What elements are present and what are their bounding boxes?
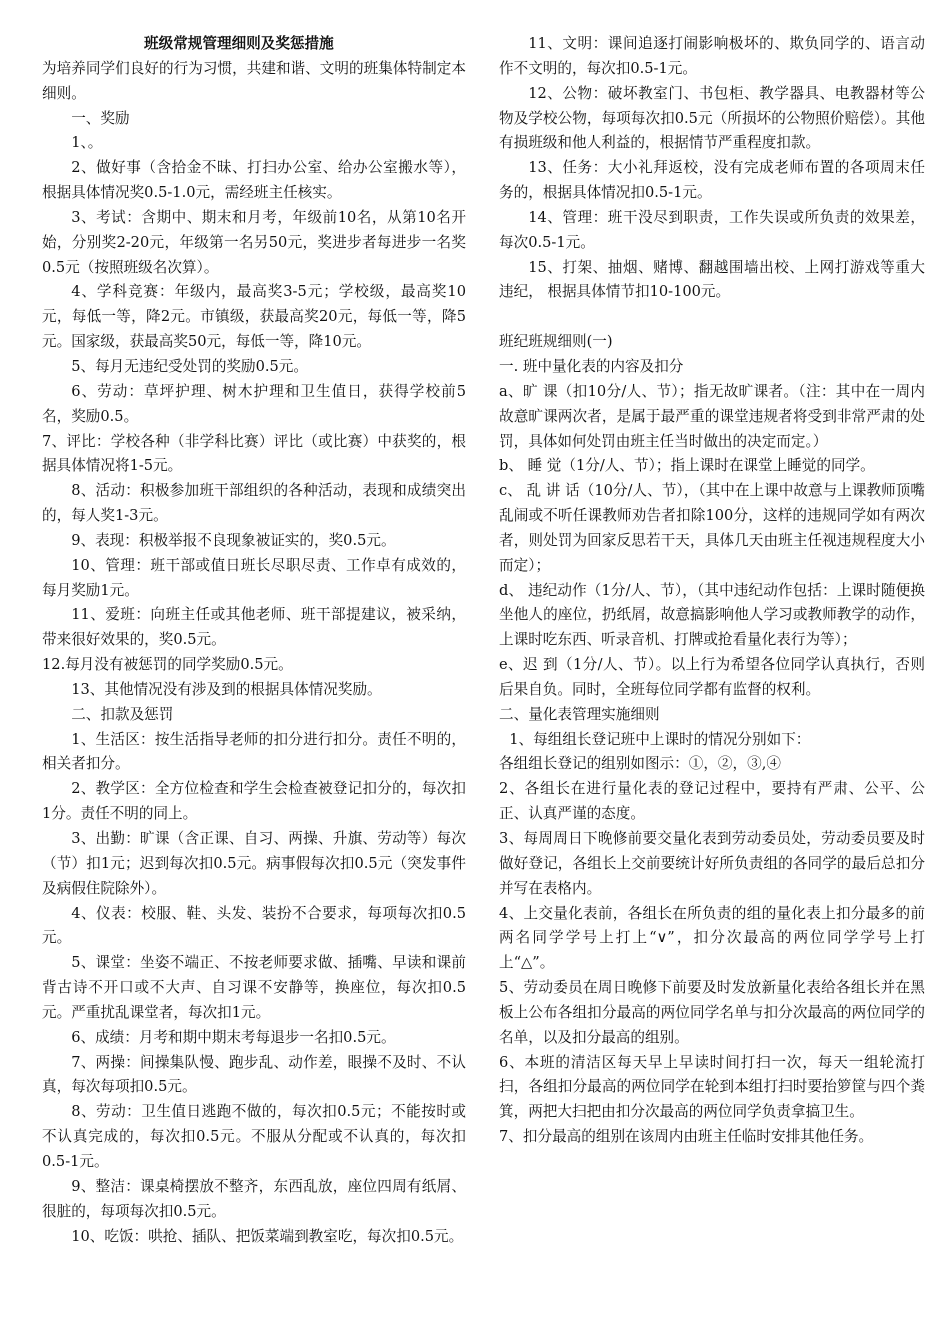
paragraph: b、 睡 觉（1分/人、节）；指上课时在课堂上睡觉的同学。 bbox=[499, 457, 875, 475]
paragraph: 二、量化表管理实施细则 bbox=[499, 705, 660, 723]
paragraph: 9、整洁：课桌椅摆放不整齐，东西乱放，座位四周有纸屑、很脏的，每项每次扣0.5元。 bbox=[42, 1177, 466, 1220]
paragraph: 3、每周周日下晚修前要交量化表到劳动委员处，劳动委员要及时做好登记，各组长上交前要统计好所负责组的各同学的最后总扣分并写在表格内。 bbox=[499, 830, 925, 897]
right-paragraphs bbox=[499, 32, 925, 1150]
paragraph: 4、学科竞赛：年级内，最高奖3-5元；学校级，最高奖10元，每低一等，降2元。市镇级，获最高奖20元，每低一等，降5元。国家级，获最高奖50元，每低一等，降10元。 bbox=[42, 283, 466, 351]
paragraph: 8、活动：积极参加班干部组织的各种活动，表现和成绩突出的，每人奖1-3元。 bbox=[42, 482, 466, 525]
paragraph: 2、各组长在进行量化表的登记过程中，要持有严肃、公平、公正、认真严谨的态度。 bbox=[499, 780, 925, 823]
paragraph: 13、其他情况没有涉及到的根据具体情况奖励。 bbox=[71, 680, 382, 698]
paragraph: d、 违纪动作（1分/人、节），（其中违纪动作包括：上课时随便换坐他人的座位，扔纸屑，故意搞影响他人学习或教师教学的动作，上课时吃东西、听录音机、打牌或抢看量化表行为等）； bbox=[499, 581, 925, 649]
paragraph: 10、吃饭：哄抢、插队、把饭菜端到教室吃，每次扣0.5元。 bbox=[71, 1227, 464, 1245]
paragraph: 11、文明：课间追逐打闹影响极坏的、欺负同学的、语言动作不文明的，每次扣0.5-1元。 bbox=[499, 35, 925, 77]
paragraph: 7、扣分最高的组别在该周内由班主任临时安排其他任务。 bbox=[499, 1128, 874, 1146]
paragraph: 二、扣款及惩罚 bbox=[71, 705, 174, 723]
paragraph: 4、上交量化表前，各组长在所负责的组的量化表上扣分最多的前两名同学学号上打上“∨”，扣分次最高的两位同学学号上打上“△”。 bbox=[499, 904, 925, 972]
paragraph: 6、劳动：草坪护理、树木护理和卫生值日，获得学校前5名，奖励0.5。 bbox=[42, 382, 466, 425]
paragraph: a、旷 课（扣10分/人、节）；指无故旷课者。（注：其中在一周内故意旷课两次者，是属于最严重的课堂违规者将受到非常严肃的处罚，具体如何处罚由班主任当时做出的决定而定。） bbox=[499, 382, 925, 450]
blank-line bbox=[499, 305, 925, 330]
paragraph: 7、评比：学校各种（非学科比赛）评比（或比赛）中获奖的，根据具体情况将1-5元。 bbox=[42, 432, 466, 475]
paragraph: 为培养同学们良好的行为习惯，共建和谐、文明的班集体特制定本细则。 bbox=[42, 59, 466, 102]
left-paragraphs bbox=[42, 57, 466, 1250]
paragraph: 7、两操：间操集队慢、跑步乱、动作差，眼操不及时、不认真，每次每项扣0.5元。 bbox=[42, 1053, 466, 1096]
paragraph: 一. 班中量化表的内容及扣分 bbox=[499, 357, 684, 375]
paragraph: 8、劳动：卫生值日逃跑不做的，每次扣0.5元；不能按时或不认真完成的，每次扣0.5元。不服从分配或不认真的，每次扣0.5-1元。 bbox=[42, 1103, 466, 1170]
paragraph: 一、奖励 bbox=[71, 109, 130, 127]
paragraph: 11、爱班：向班主任或其他老师、班干部提建议，被采纳，带来很好效果的，奖0.5元。 bbox=[42, 606, 466, 649]
paragraph: 6、本班的清洁区每天早上早读时间打扫一次，每天一组轮流打扫，各组扣分最高的两位同学在轮到本组打扫时要抬箩筐与四个粪箕，两把大扫把由扣分次最高的两位同学负责拿搞卫生。 bbox=[499, 1053, 925, 1121]
paragraph: 6、成绩：月考和期中期末考每退步一名扣0.5元。 bbox=[71, 1028, 396, 1046]
paragraph: 10、管理：班干部或值日班长尽职尽责、工作卓有成效的，每月奖励1元。 bbox=[42, 556, 466, 599]
paragraph: 3、考试：含期中、期末和月考，年级前10名，从第10名开始，分别奖2-20元，年级第一名另50元，奖进步者每进步一名奖0.5元（按照班级名次算）。 bbox=[42, 208, 466, 276]
paragraph: 12.每月没有被惩罚的同学奖励0.5元。 bbox=[42, 656, 293, 674]
paragraph: 班纪班规细则(一) bbox=[499, 333, 613, 351]
paragraph: 13、任务：大小礼拜返校，没有完成老师布置的各项周末任务的，根据具体情况扣0.5-1元。 bbox=[499, 159, 925, 202]
paragraph: 1、。 bbox=[71, 134, 103, 152]
paragraph: c、 乱 讲 话（10分/人、节），（其中在上课中故意与上课教师顶嘴乱闹或不听任课教师劝告者扣除100分，这样的违规同学如有两次者，则处罚为回家反思若干天，具体几天由班主任视违规程度大小而定）； bbox=[499, 482, 925, 574]
paragraph: 2、做好事（含拾金不昧、打扫办公室、给办公室搬水等），根据具体情况奖0.5-1.0元，需经班主任核实。 bbox=[42, 159, 466, 202]
paragraph: 9、表现：积极举报不良现象被证实的，奖0.5元。 bbox=[71, 531, 396, 549]
paragraph: 5、劳动委员在周日晚修下前要及时发放新量化表给各组长并在黑板上公布各组扣分最高的两位同学名单与扣分次最高的两位同学的名单，以及扣分最高的组别。 bbox=[499, 979, 925, 1046]
paragraph: 15、打架、抽烟、赌博、翻越围墙出校、上网打游戏等重大违纪， 根据具体情节扣10-100元。 bbox=[499, 258, 925, 301]
right-column bbox=[499, 32, 925, 1150]
document-title: 班级常规管理细则及奖惩措施 bbox=[144, 35, 334, 52]
paragraph: 2、教学区：全方位检查和学生会检查被登记扣分的，每次扣1分。责任不明的同上。 bbox=[42, 780, 466, 823]
paragraph: 5、课堂：坐姿不端正、不按老师要求做、插嘴、早读和课前背古诗不开口或不大声、自习课不安静等，换座位，每次扣0.5元。严重扰乱课堂者，每次扣1元。 bbox=[42, 954, 466, 1021]
paragraph: 4、仪表：校服、鞋、头发、装扮不合要求，每项每次扣0.5元。 bbox=[42, 904, 466, 947]
paragraph: 各组组长登记的组别如图示：①，②，③,④ bbox=[499, 755, 781, 773]
paragraph: 1、生活区：按生活指导老师的扣分进行扣分。责任不明的，相关者扣分。 bbox=[42, 730, 466, 773]
paragraph: 3、出勤：旷课（含正课、自习、两操、升旗、劳动等）每次（节）扣1元；迟到每次扣0.5元。病事假每次扣0.5元（突发事件及病假住院除外）。 bbox=[42, 830, 466, 897]
paragraph: 5、每月无违纪受处罚的奖励0.5元。 bbox=[71, 357, 308, 375]
paragraph: 1、每组组长登记班中上课时的情况分别如下： bbox=[509, 730, 811, 748]
paragraph: 14、管理：班干没尽到职责，工作失误或所负责的效果差，每次0.5-1元。 bbox=[499, 208, 925, 251]
left-column bbox=[42, 32, 466, 1249]
paragraph: e、迟 到（1分/人、节）。以上行为希望各位同学认真执行，否则后果自负。同时，全班每位同学都有监督的权利。 bbox=[499, 656, 925, 698]
paragraph: 12、公物：破坏教室门、书包柜、教学器具、电教器材等公物及学校公物，每项每次扣0.5元（所损坏的公物照价赔偿）。其他有损班级和他人利益的，根据情节严重程度扣款。 bbox=[499, 84, 925, 152]
